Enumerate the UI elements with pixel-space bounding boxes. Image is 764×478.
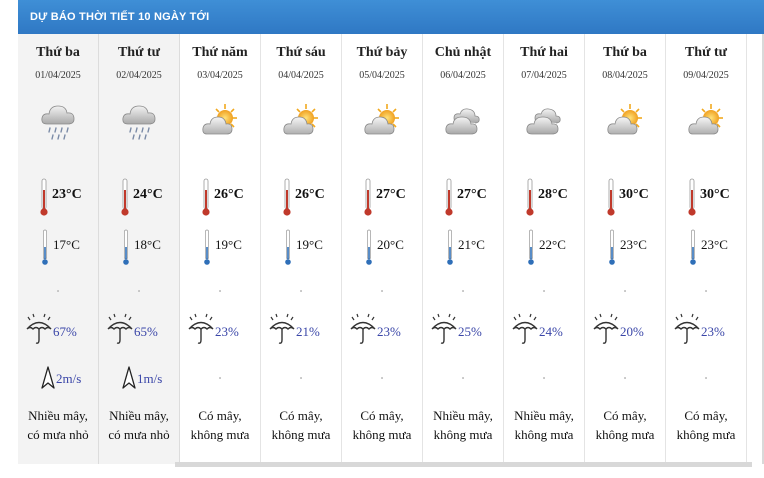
weather-description: [423, 406, 503, 444]
separator-dot: •: [542, 287, 546, 296]
day-column-8: [585, 34, 666, 464]
weather-description: [261, 406, 341, 444]
day-name: Chủ nhật: [434, 45, 492, 60]
separator-dot: •: [56, 287, 60, 296]
day-name: Thứ năm: [192, 45, 248, 60]
description-line-2: không mưa: [271, 427, 331, 442]
max-temperature: 30°C: [619, 187, 649, 202]
description-line-2: không mưa: [190, 427, 250, 442]
description-line-1: Có mây,: [279, 408, 323, 423]
description-line-2: không mưa: [433, 427, 493, 442]
thermometer-hot-icon: [364, 178, 372, 218]
umbrella-rain-icon: [672, 313, 702, 347]
day-date: 02/04/2025: [116, 70, 162, 81]
thermometer-cold-icon: [528, 229, 534, 267]
weather-description: [504, 406, 584, 444]
separator-dot: •: [380, 374, 384, 383]
scrollbar-track[interactable]: [175, 462, 752, 467]
day-name: Thứ ba: [36, 45, 80, 60]
description-line-1: Có mây,: [198, 408, 242, 423]
min-temperature: 18°C: [134, 237, 161, 252]
description-line-1: Nhiều mây,: [109, 408, 169, 423]
day-column-4: [261, 34, 342, 464]
separator-dot: •: [623, 287, 627, 296]
weather-description: [18, 406, 98, 444]
description-line-2: không mưa: [676, 427, 736, 442]
separator-dot: •: [218, 374, 222, 383]
day-date: 04/04/2025: [278, 70, 324, 81]
day-date: 08/04/2025: [602, 70, 648, 81]
max-temperature: 27°C: [457, 187, 487, 202]
description-line-2: có mưa nhỏ: [108, 427, 170, 442]
thermometer-hot-icon: [202, 178, 210, 218]
sun-cloud-icon: [363, 100, 401, 144]
day-column-5: [342, 34, 423, 464]
umbrella-rain-icon: [429, 313, 459, 347]
day-name: Thứ tư: [684, 45, 728, 60]
cloud-icon: [525, 100, 563, 144]
sun-cloud-icon: [687, 100, 725, 144]
rain-probability: 65%: [134, 324, 158, 339]
day-column-7: [504, 34, 585, 464]
separator-dot: •: [380, 287, 384, 296]
separator-dot: •: [461, 374, 465, 383]
day-date: 01/04/2025: [35, 70, 81, 81]
separator-dot: •: [542, 374, 546, 383]
min-temperature: 23°C: [620, 237, 647, 252]
thermometer-cold-icon: [285, 229, 291, 267]
thermometer-hot-icon: [688, 178, 696, 218]
separator-dot: •: [299, 287, 303, 296]
min-temperature: 21°C: [458, 237, 485, 252]
min-temperature: 19°C: [296, 237, 323, 252]
description-line-1: Có mây,: [603, 408, 647, 423]
rain-probability: 23%: [215, 324, 239, 339]
thermometer-hot-icon: [283, 178, 291, 218]
thermometer-cold-icon: [366, 229, 372, 267]
day-name: Thứ sáu: [276, 45, 326, 60]
day-name: Thứ tư: [117, 45, 161, 60]
day-column-9: [666, 34, 747, 464]
wind-arrow-icon: [121, 366, 137, 390]
umbrella-rain-icon: [267, 313, 297, 347]
umbrella-rain-icon: [348, 313, 378, 347]
wind-speed: 2m/s: [56, 371, 82, 386]
weather-description: [585, 406, 665, 444]
day-column-2: [99, 34, 180, 464]
min-temperature: 19°C: [215, 237, 242, 252]
separator-dot: •: [704, 287, 708, 296]
max-temperature: 26°C: [295, 187, 325, 202]
description-line-1: Nhiều mây,: [28, 408, 88, 423]
description-line-1: Nhiều mây,: [514, 408, 574, 423]
cloud-rain-icon: [120, 100, 158, 144]
day-name: Thứ bảy: [356, 45, 408, 60]
day-column-1: [18, 34, 99, 464]
description-line-1: Có mây,: [684, 408, 728, 423]
thermometer-cold-icon: [690, 229, 696, 267]
max-temperature: 28°C: [538, 187, 568, 202]
rain-probability: 25%: [458, 324, 482, 339]
rain-probability: 67%: [53, 324, 77, 339]
description-line-2: không mưa: [514, 427, 574, 442]
weather-description: [180, 406, 260, 444]
max-temperature: 23°C: [52, 187, 82, 202]
thermometer-hot-icon: [526, 178, 534, 218]
thermometer-hot-icon: [40, 178, 48, 218]
umbrella-rain-icon: [510, 313, 540, 347]
day-name: Thứ ba: [603, 45, 647, 60]
cloud-icon: [444, 100, 482, 144]
separator-dot: •: [137, 287, 141, 296]
sun-cloud-icon: [201, 100, 239, 144]
min-temperature: 17°C: [53, 237, 80, 252]
thermometer-cold-icon: [447, 229, 453, 267]
day-date: 07/04/2025: [521, 70, 567, 81]
min-temperature: 20°C: [377, 237, 404, 252]
wind-speed: 1m/s: [137, 371, 163, 386]
thermometer-hot-icon: [445, 178, 453, 218]
day-date: 05/04/2025: [359, 70, 405, 81]
rain-probability: 23%: [701, 324, 725, 339]
cloud-rain-icon: [39, 100, 77, 144]
day-date: 06/04/2025: [440, 70, 486, 81]
umbrella-rain-icon: [186, 313, 216, 347]
min-temperature: 23°C: [701, 237, 728, 252]
thermometer-cold-icon: [42, 229, 48, 267]
max-temperature: 30°C: [700, 187, 730, 202]
separator-dot: •: [461, 287, 465, 296]
forecast-header: DỰ BÁO THỜI TIẾT 10 NGÀY TỚI: [18, 0, 764, 34]
description-line-2: không mưa: [595, 427, 655, 442]
separator-dot: •: [704, 374, 708, 383]
forecast-grid: [18, 34, 764, 464]
umbrella-rain-icon: [591, 313, 621, 347]
sun-cloud-icon: [282, 100, 320, 144]
description-line-2: không mưa: [352, 427, 412, 442]
thermometer-cold-icon: [609, 229, 615, 267]
description-line-1: Nhiều mây,: [433, 408, 493, 423]
separator-dot: •: [623, 374, 627, 383]
umbrella-rain-icon: [24, 313, 54, 347]
day-column-3: [180, 34, 261, 464]
day-name: Thứ hai: [520, 45, 568, 60]
sun-cloud-icon: [606, 100, 644, 144]
rain-probability: 21%: [296, 324, 320, 339]
description-line-1: Có mây,: [360, 408, 404, 423]
thermometer-hot-icon: [121, 178, 129, 218]
weather-description: [666, 406, 746, 444]
max-temperature: 26°C: [214, 187, 244, 202]
description-line-2: có mưa nhỏ: [27, 427, 89, 442]
rain-probability: 23%: [377, 324, 401, 339]
thermometer-cold-icon: [204, 229, 210, 267]
rain-probability: 20%: [620, 324, 644, 339]
weather-description: [99, 406, 179, 444]
max-temperature: 24°C: [133, 187, 163, 202]
separator-dot: •: [299, 374, 303, 383]
max-temperature: 27°C: [376, 187, 406, 202]
wind-arrow-icon: [40, 366, 56, 390]
umbrella-rain-icon: [105, 313, 135, 347]
thermometer-cold-icon: [123, 229, 129, 267]
thermometer-hot-icon: [607, 178, 615, 218]
min-temperature: 22°C: [539, 237, 566, 252]
separator-dot: •: [218, 287, 222, 296]
day-date: 03/04/2025: [197, 70, 243, 81]
day-column-6: [423, 34, 504, 464]
rain-probability: 24%: [539, 324, 563, 339]
day-date: 09/04/2025: [683, 70, 729, 81]
weather-description: [342, 406, 422, 444]
